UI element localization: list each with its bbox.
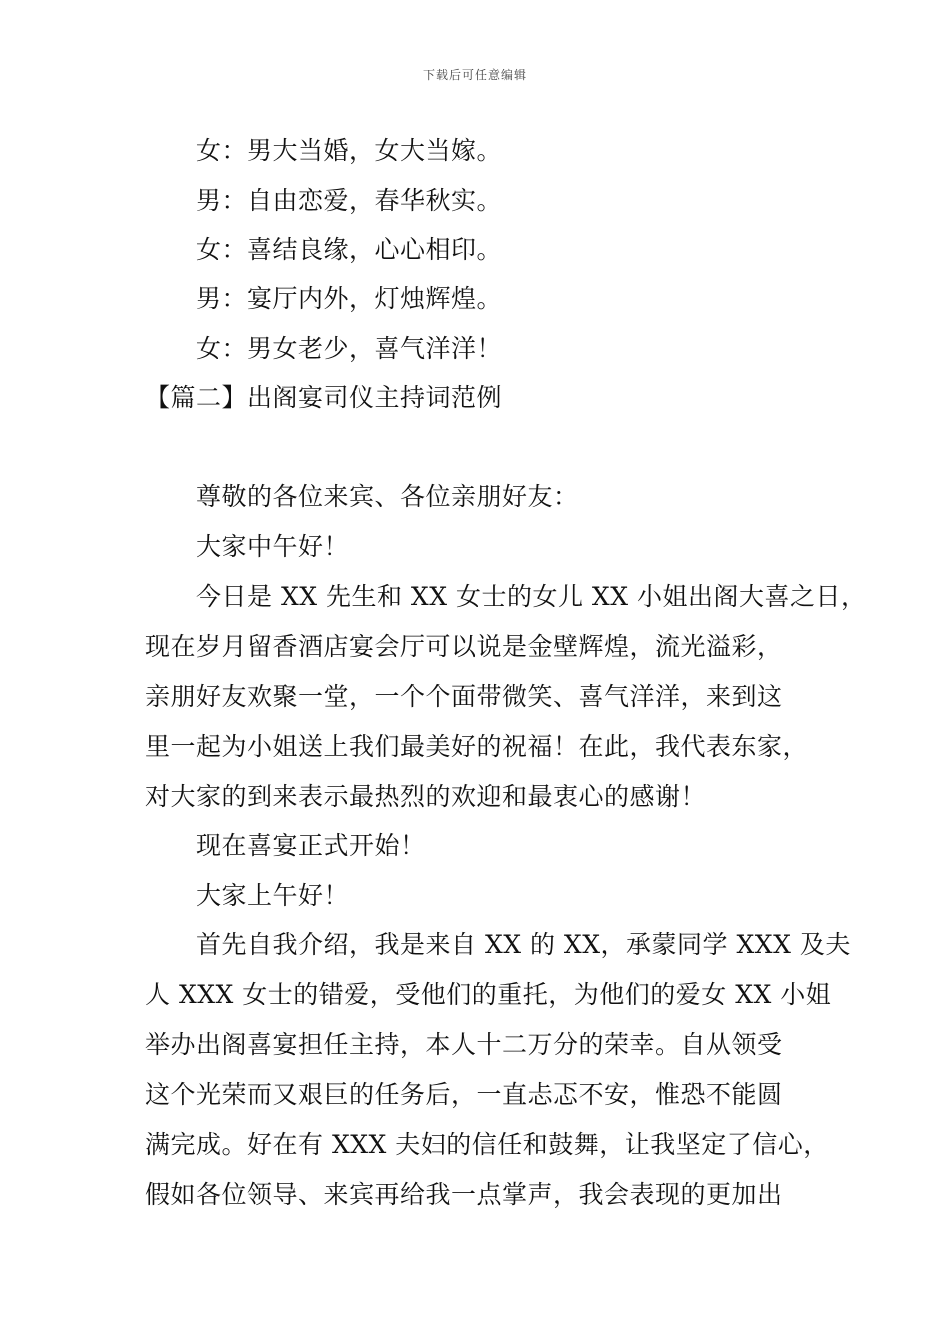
greeting-morning: 大家上午好！ <box>196 881 350 910</box>
dialogue-line-1: 女：男大当婚，女大当嫁。 <box>196 136 503 165</box>
paragraph-1-line-1: 今日是 XX 先生和 XX 女士的女儿 XX 小姐出阁大喜之日， <box>196 582 867 611</box>
paragraph-1-line-2: 现在岁月留香酒店宴会厅可以说是金壁辉煌，流光溢彩， <box>145 632 783 661</box>
paragraph-1-line-5: 对大家的到来表示最热烈的欢迎和最衷心的感谢！ <box>145 782 707 811</box>
paragraph-2-line-1: 首先自我介绍，我是来自 XX 的 XX，承蒙同学 XXX 及夫 <box>196 930 851 959</box>
paragraph-2-line-4: 这个光荣而又艰巨的任务后，一直忐忑不安，惟恐不能圆 <box>145 1080 783 1109</box>
salutation: 尊敬的各位来宾、各位亲朋好友： <box>196 482 579 511</box>
dialogue-line-4: 男：宴厅内外，灯烛辉煌。 <box>196 284 503 313</box>
paragraph-2-line-2: 人 XXX 女士的错爱，受他们的重托，为他们的爱女 XX 小姐 <box>145 980 832 1009</box>
page-header: 下载后可任意编辑 <box>422 68 527 82</box>
dialogue-line-5: 女：男女老少，喜气洋洋！ <box>196 334 503 363</box>
dialogue-line-3: 女：喜结良缘，心心相印。 <box>196 235 503 264</box>
banquet-start: 现在喜宴正式开始！ <box>196 831 426 860</box>
paragraph-1-line-3: 亲朋好友欢聚一堂，一个个面带微笑、喜气洋洋，来到这 <box>145 682 783 711</box>
section-title: 【篇二】出阁宴司仪主持词范例 <box>145 383 503 412</box>
paragraph-2-line-3: 举办出阁喜宴担任主持，本人十二万分的荣幸。自从领受 <box>145 1030 783 1059</box>
paragraph-1-line-4: 里一起为小姐送上我们最美好的祝福！在此，我代表东家， <box>145 732 809 761</box>
greeting-noon: 大家中午好！ <box>196 532 350 561</box>
paragraph-2-line-5: 满完成。好在有 XXX 夫妇的信任和鼓舞，让我坚定了信心， <box>145 1130 829 1159</box>
dialogue-line-2: 男：自由恋爱，春华秋实。 <box>196 186 503 215</box>
paragraph-2-line-6: 假如各位领导、来宾再给我一点掌声，我会表现的更加出 <box>145 1180 783 1209</box>
